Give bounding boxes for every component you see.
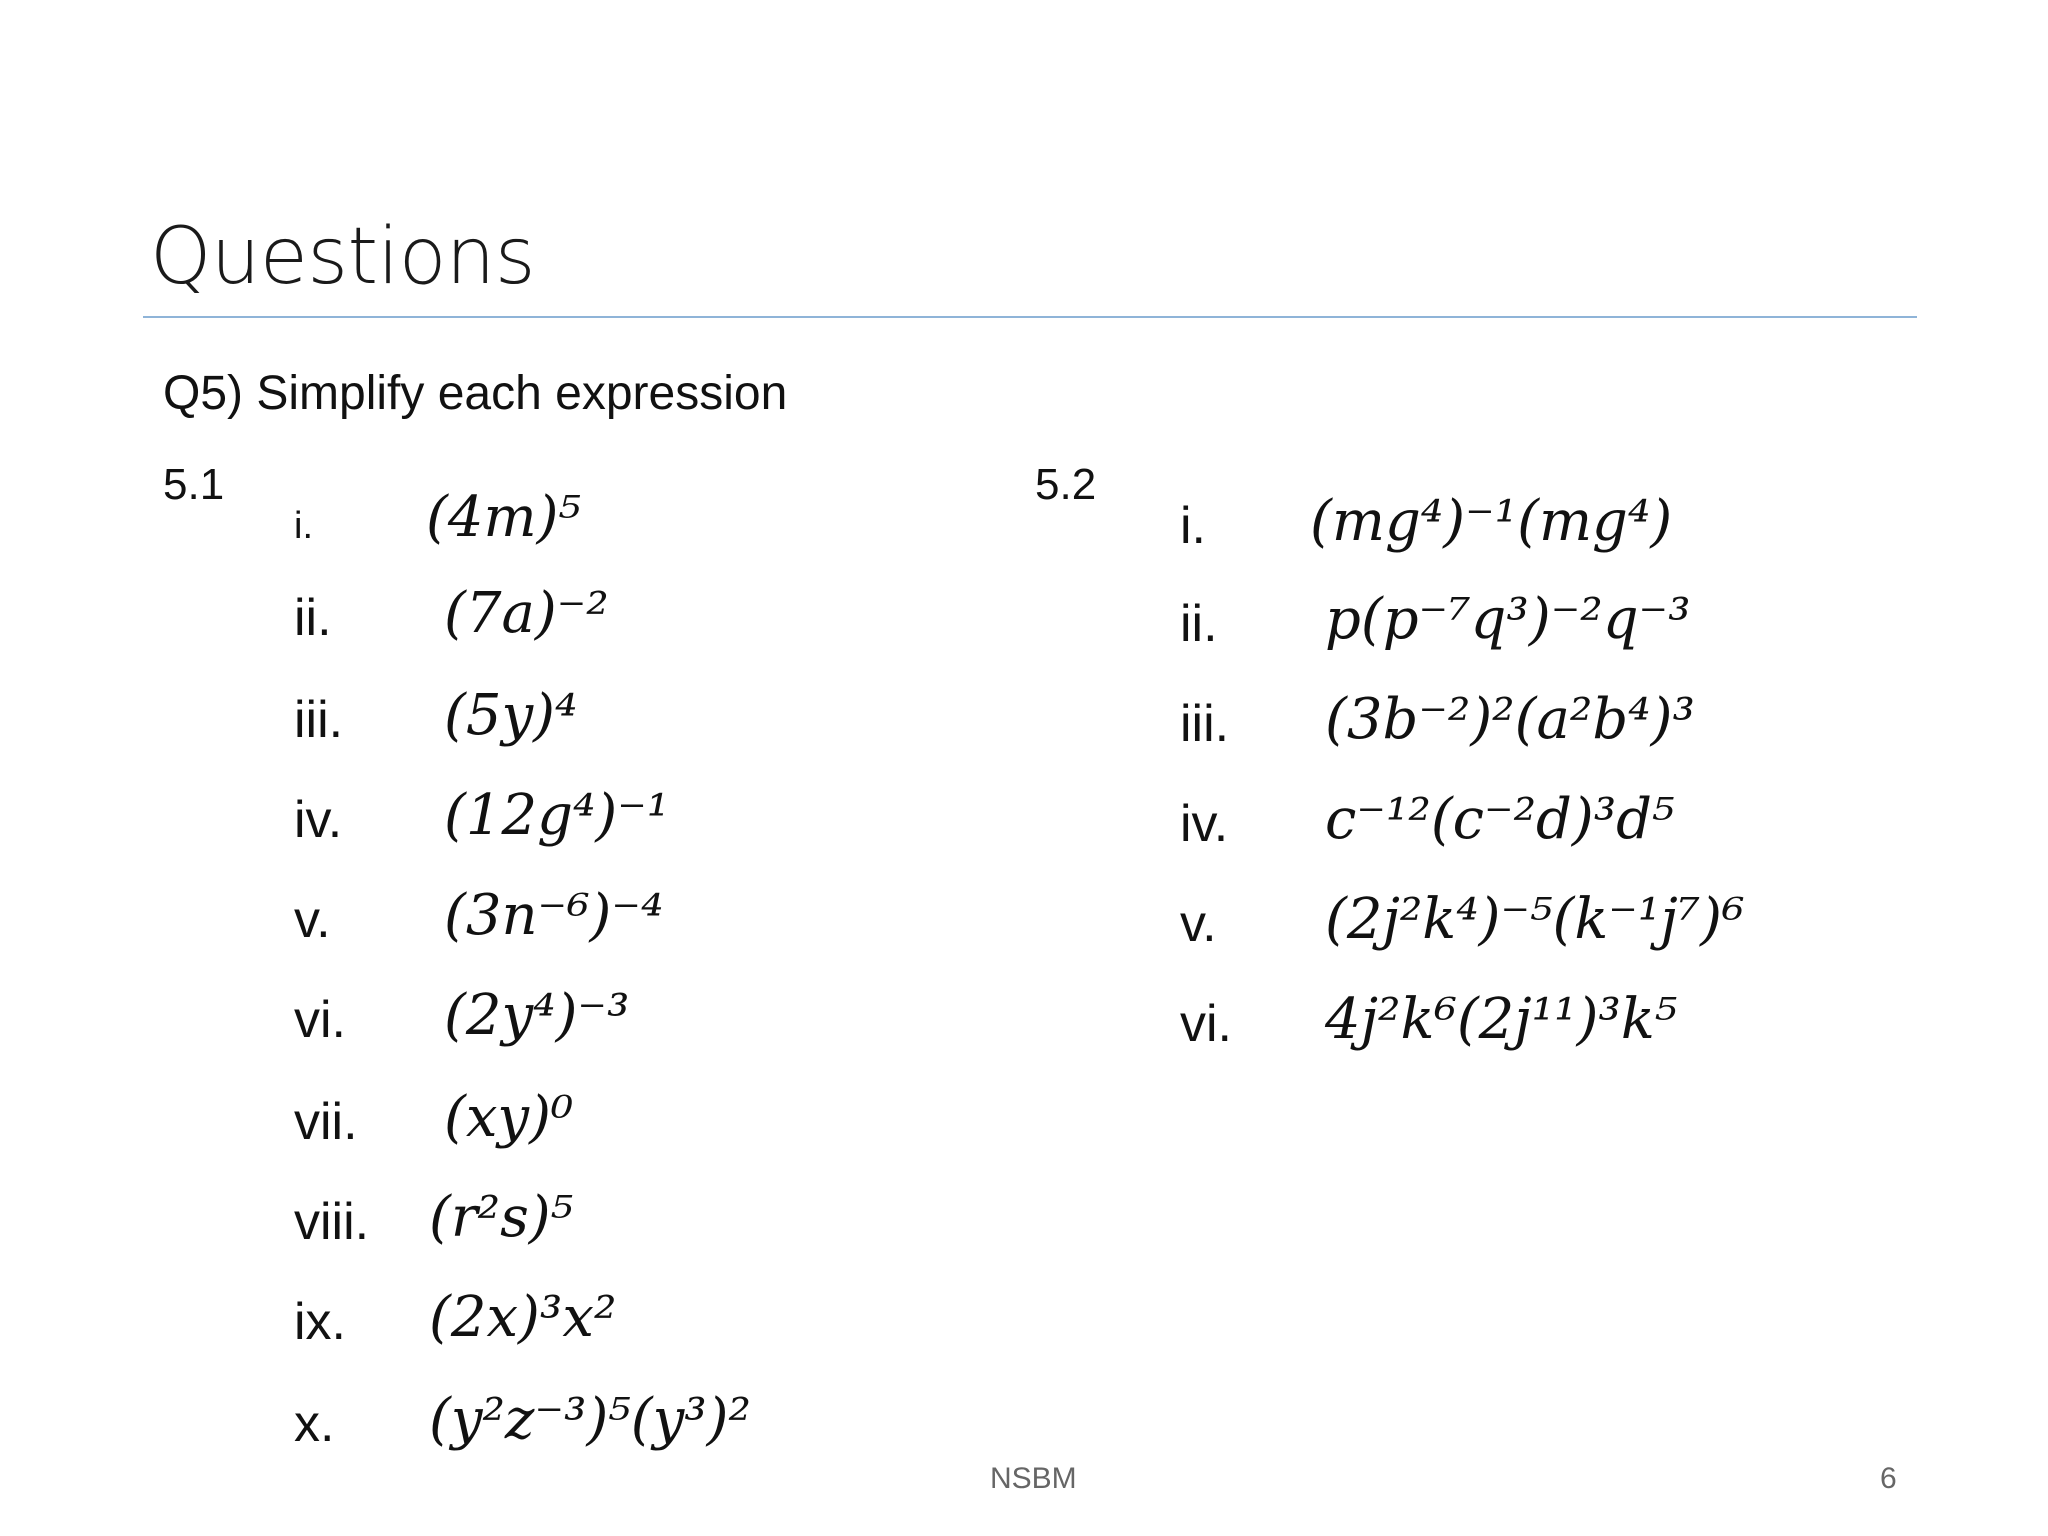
title-underline: [143, 316, 1917, 318]
item-numeral: iii.: [294, 691, 344, 749]
item-numeral: x.: [294, 1395, 335, 1453]
math-expression: (4m)⁵: [426, 485, 581, 550]
math-expression: (7a)⁻²: [444, 581, 609, 646]
item-numeral: ii.: [294, 589, 332, 647]
item-numeral: iv.: [294, 791, 343, 849]
math-expression: (mg⁴)⁻¹(mg⁴): [1310, 489, 1673, 554]
page-number: 6: [1880, 1462, 1897, 1495]
math-expression: (12g⁴)⁻¹: [444, 783, 670, 848]
math-expression: c⁻¹²(c⁻²d)³d⁵: [1325, 787, 1675, 852]
item-numeral: v.: [294, 891, 331, 949]
item-numeral: viii.: [294, 1193, 370, 1251]
math-expression: 4j²k⁶(2j¹¹)³k⁵: [1325, 987, 1678, 1052]
section-5-1-label: 5.1: [163, 460, 225, 509]
item-numeral: v.: [1180, 895, 1217, 953]
footer-label: NSBM: [990, 1462, 1077, 1495]
item-numeral: iv.: [1180, 795, 1229, 853]
math-expression: (3b⁻²)²(a²b⁴)³: [1325, 687, 1695, 752]
question-prompt: Q5) Simplify each expression: [163, 367, 788, 420]
item-numeral: i.: [294, 505, 313, 547]
item-numeral: vii.: [294, 1093, 358, 1151]
math-expression: (5y)⁴: [444, 683, 578, 748]
section-5-2-label: 5.2: [1035, 460, 1097, 509]
item-numeral: ix.: [294, 1293, 346, 1351]
math-expression: (3n⁻⁶)⁻⁴: [444, 883, 664, 948]
item-numeral: iii.: [1180, 695, 1230, 753]
item-numeral: ii.: [1180, 595, 1218, 653]
math-expression: (2y⁴)⁻³: [444, 983, 630, 1048]
math-expression: (y²z⁻³)⁵(y³)²: [429, 1387, 751, 1452]
item-numeral: vi.: [294, 991, 346, 1049]
slide-title: Questions: [150, 212, 536, 302]
item-numeral: vi.: [1180, 995, 1232, 1053]
math-expression: (2j²k⁴)⁻⁵(k⁻¹j⁷)⁶: [1325, 887, 1745, 952]
math-expression: p(p⁻⁷q³)⁻²q⁻³: [1325, 587, 1691, 652]
math-expression: (r²s)⁵: [429, 1185, 574, 1250]
math-expression: (2x)³x²: [429, 1285, 617, 1350]
math-expression: (xy)⁰: [444, 1085, 574, 1150]
item-numeral: i.: [1180, 497, 1206, 555]
